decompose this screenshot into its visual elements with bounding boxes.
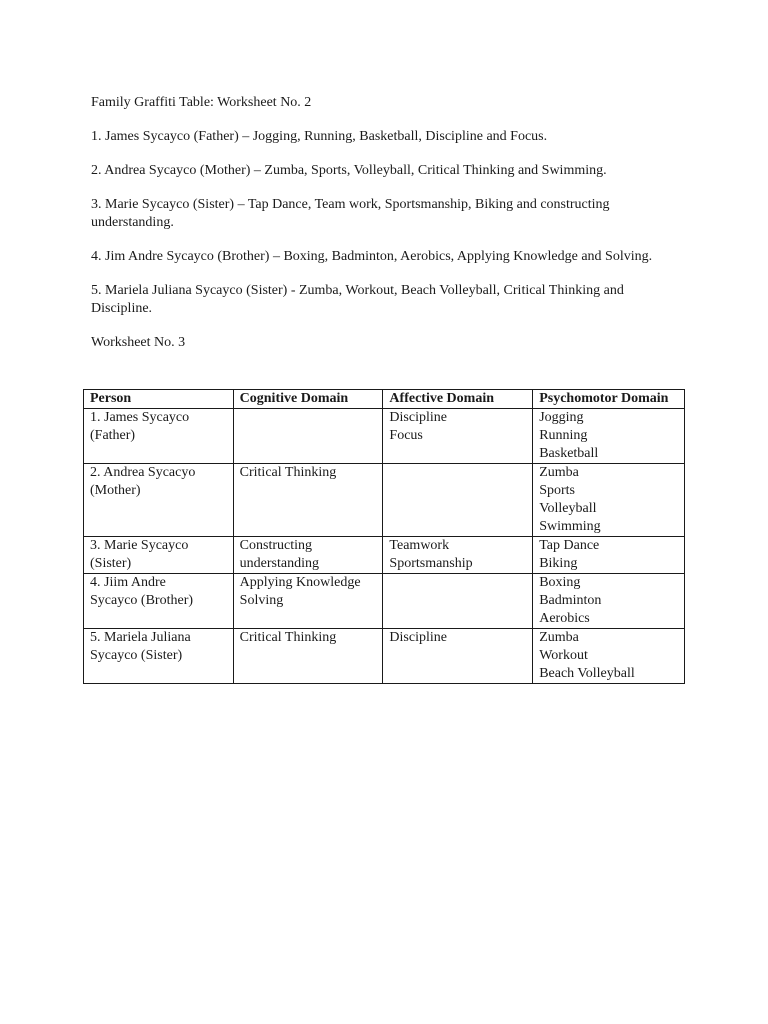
table-row	[84, 574, 685, 629]
cell-text: understanding	[239, 556, 319, 571]
cell-text: Constructing	[239, 538, 312, 553]
table-body	[84, 409, 685, 684]
worksheet2-item-2: 2. Andrea Sycayco (Mother) – Zumba, Sports, Volleyball, Critical Thinking and Swimming.	[91, 163, 607, 178]
cell-text: Sports	[539, 483, 575, 498]
header-cognitive-domain: Cognitive Domain	[233, 390, 383, 409]
cell-text: Jogging	[539, 410, 584, 425]
table-cell-psychomotor	[533, 409, 685, 464]
cell-text: Volleyball	[539, 501, 597, 516]
document-body	[91, 94, 681, 365]
table-cell-affective	[383, 629, 533, 684]
table-row	[84, 629, 685, 684]
table-cell-affective	[383, 464, 533, 537]
cell-text: Basketball	[539, 446, 599, 461]
cell-text: Teamwork	[389, 538, 450, 553]
header-person: Person	[84, 390, 234, 409]
table-cell-cognitive	[233, 537, 383, 574]
worksheet2-item-5: 5. Mariela Juliana Sycayco (Sister) - Zumba, Workout, Beach Volleyball, Critical Thinking and Discipline.	[91, 283, 624, 316]
table-cell-psychomotor	[533, 537, 685, 574]
table-cell-cognitive	[233, 574, 383, 629]
worksheet2-item-4: 4. Jim Andre Sycayco (Brother) – Boxing, Badminton, Aerobics, Applying Knowledge and Solving.	[91, 249, 653, 264]
cell-text: Biking	[539, 556, 578, 571]
cell-text: 5. Mariela Juliana	[90, 630, 191, 645]
cell-text: Discipline	[389, 410, 447, 425]
cell-text: Tap Dance	[539, 538, 600, 553]
header-affective-domain: Affective Domain	[383, 390, 533, 409]
table-cell-cognitive	[233, 409, 383, 464]
cell-text: Zumba	[539, 465, 579, 480]
table-cell-psychomotor	[533, 464, 685, 537]
header-psychomotor-domain: Psychomotor Domain	[533, 390, 685, 409]
cell-text: Solving	[239, 593, 284, 608]
cell-text: 2. Andrea Sycacyo	[90, 465, 196, 480]
table-row	[84, 464, 685, 537]
worksheet3-title: Worksheet No. 3	[91, 335, 186, 350]
table-cell-psychomotor	[533, 574, 685, 629]
cell-text: (Sister)	[90, 556, 132, 571]
table-row	[84, 409, 685, 464]
cell-text: Badminton	[539, 593, 602, 608]
table-cell-cognitive	[233, 629, 383, 684]
table-cell-affective	[383, 409, 533, 464]
cell-text: Sycayco (Brother)	[90, 593, 194, 608]
table-cell-person	[84, 464, 234, 537]
cell-text: 4. Jiim Andre	[90, 575, 166, 590]
cell-text: Workout	[539, 648, 588, 663]
table-row	[84, 537, 685, 574]
cell-text: Sycayco (Sister)	[90, 648, 183, 663]
domain-table	[83, 389, 685, 684]
cell-text: Applying Knowledge	[239, 575, 361, 590]
table-cell-psychomotor	[533, 629, 685, 684]
cell-text: 1. James Sycayco	[90, 410, 190, 425]
table-cell-person	[84, 537, 234, 574]
cell-text: Focus	[389, 428, 423, 443]
cell-text: Beach Volleyball	[539, 666, 635, 681]
cell-text: (Mother)	[90, 483, 141, 498]
cell-text: Sportsmanship	[389, 556, 473, 571]
cell-text: 3. Marie Sycayco	[90, 538, 189, 553]
cell-text: (Father)	[90, 428, 136, 443]
cell-text: Zumba	[539, 630, 579, 645]
cell-text: Discipline	[389, 630, 447, 645]
table-cell-person	[84, 629, 234, 684]
cell-text: Critical Thinking	[239, 465, 337, 480]
table-cell-cognitive	[233, 464, 383, 537]
cell-text: Boxing	[539, 575, 581, 590]
cell-text: Critical Thinking	[239, 630, 337, 645]
cell-text: Running	[539, 428, 588, 443]
worksheet2-item-3: 3. Marie Sycayco (Sister) – Tap Dance, Team work, Sportsmanship, Biking and constructing understanding.	[91, 197, 610, 230]
cell-text: Swimming	[539, 519, 601, 534]
worksheet2-title: Family Graffiti Table: Worksheet No. 2	[91, 95, 312, 110]
table-cell-person	[84, 574, 234, 629]
worksheet2-item-1: 1. James Sycayco (Father) – Jogging, Running, Basketball, Discipline and Focus.	[91, 129, 548, 144]
table-cell-affective	[383, 537, 533, 574]
table-cell-person	[84, 409, 234, 464]
table-cell-affective	[383, 574, 533, 629]
table-header-row	[84, 390, 685, 409]
cell-text: Aerobics	[539, 611, 590, 626]
